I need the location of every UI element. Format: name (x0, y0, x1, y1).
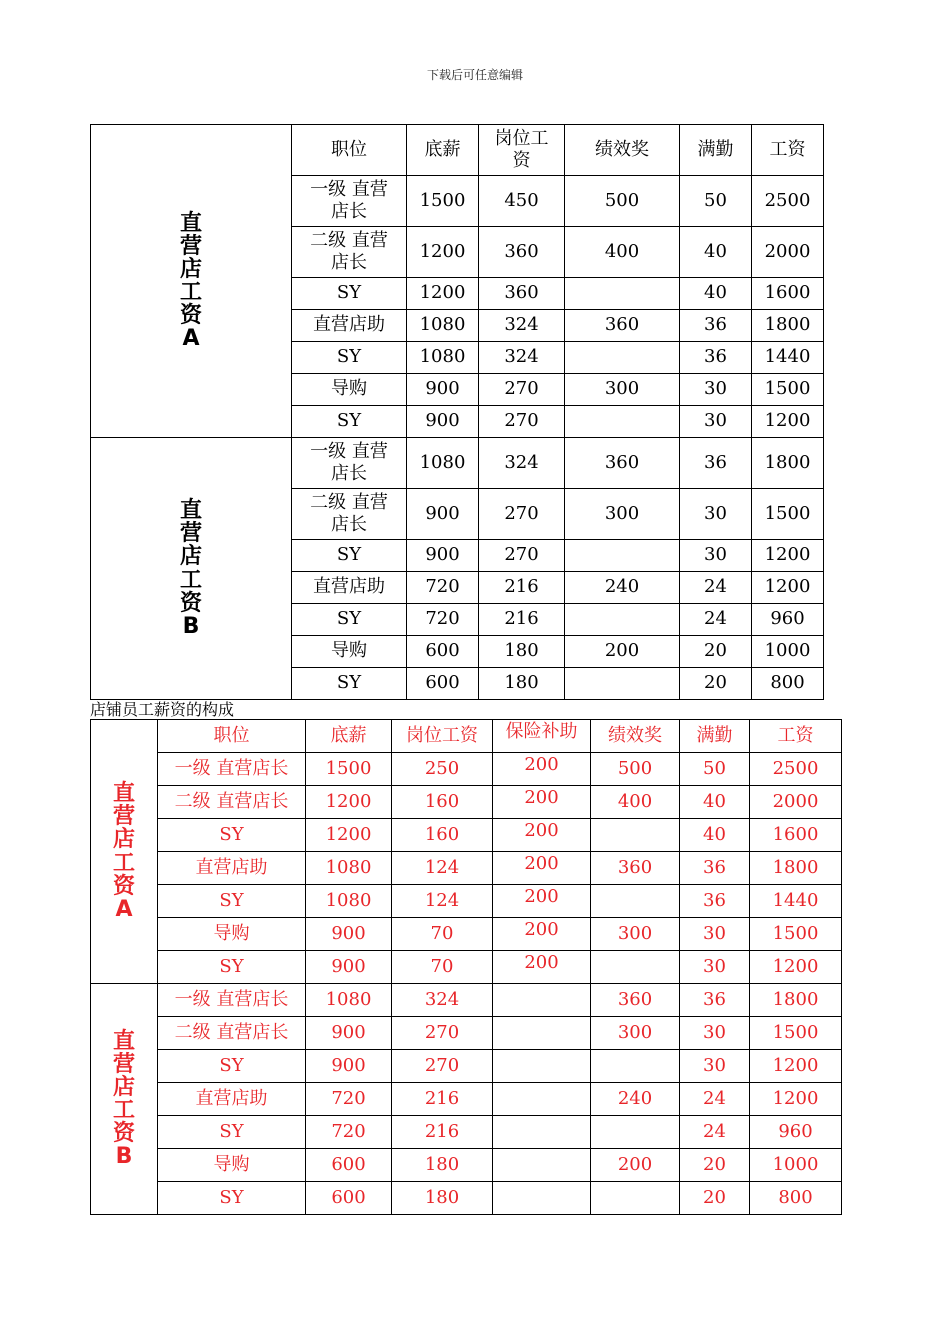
table-row (91, 786, 842, 819)
cell-att: 24 (680, 604, 752, 636)
cell-ins (493, 1149, 591, 1182)
cell-total: 1500 (750, 918, 842, 951)
cell-base: 1080 (306, 852, 392, 885)
cell-job: 70 (392, 951, 493, 984)
column-header: 岗位工资 (392, 720, 493, 753)
cell-total: 1200 (750, 1050, 842, 1083)
group-label-char: 直 (112, 1028, 135, 1054)
position-cell (292, 604, 407, 636)
column-header: 工资 (752, 125, 824, 176)
cell-job: 360 (479, 278, 565, 310)
cell-att: 30 (680, 489, 752, 540)
cell-total: 1500 (750, 1017, 842, 1050)
position-line: 一级 直营 (310, 440, 388, 462)
table-row (91, 1017, 842, 1050)
cell-total: 1440 (750, 885, 842, 918)
column-header: 绩效奖 (591, 720, 680, 753)
cell-att: 30 (680, 374, 752, 406)
cell-total: 1000 (752, 636, 824, 668)
group-label-char: 工 (179, 567, 202, 593)
cell-perf (591, 819, 680, 852)
cell-ins: 200 (493, 852, 591, 885)
cell-att: 36 (680, 984, 750, 1017)
cell-total: 1000 (750, 1149, 842, 1182)
cell-base: 900 (306, 918, 392, 951)
cell-base: 1080 (407, 342, 479, 374)
cell-total: 2000 (752, 227, 824, 278)
cell-total: 1500 (752, 489, 824, 540)
cell-att: 20 (680, 1149, 750, 1182)
cell-pos: 直营店助 (158, 1083, 306, 1116)
cell-perf (565, 278, 680, 310)
position-line: SY (336, 672, 362, 694)
cell-att: 36 (680, 885, 750, 918)
cell-att: 30 (680, 406, 752, 438)
cell-total: 960 (752, 604, 824, 636)
cell-job: 216 (479, 604, 565, 636)
cell-job: 180 (479, 668, 565, 700)
column-header-line: 资 (512, 150, 531, 171)
cell-total: 1800 (750, 852, 842, 885)
cell-base: 1080 (306, 984, 392, 1017)
position-line: SY (336, 410, 362, 432)
group-label-char: 工 (112, 850, 135, 876)
cell-att: 24 (680, 572, 752, 604)
cell-job: 160 (392, 786, 493, 819)
group-label (91, 720, 158, 984)
column-header (479, 125, 565, 176)
cell-att: 30 (680, 1050, 750, 1083)
cell-perf: 300 (565, 489, 680, 540)
cell-total: 1800 (752, 310, 824, 342)
table-row (91, 885, 842, 918)
group-label-char: A (115, 896, 133, 922)
cell-ins (493, 1182, 591, 1215)
column-header: 职位 (292, 125, 407, 176)
cell-job: 450 (479, 176, 565, 227)
header-note: 下载后可任意编辑 (426, 68, 523, 82)
cell-job: 160 (392, 819, 493, 852)
cell-base: 720 (306, 1083, 392, 1116)
group-label-char: 直 (179, 498, 202, 524)
cell-ins: 200 (493, 918, 591, 951)
table-row (91, 1116, 842, 1149)
cell-att: 20 (680, 668, 752, 700)
column-header-line: 岗位工 (494, 127, 549, 149)
column-header: 底薪 (306, 720, 392, 753)
group-label-char: 工 (112, 1098, 135, 1123)
cell-total: 1200 (752, 572, 824, 604)
position-cell (292, 636, 407, 668)
cell-base: 720 (407, 604, 479, 636)
cell-base: 900 (306, 1050, 392, 1083)
cell-base: 900 (306, 951, 392, 984)
table-row (91, 1149, 842, 1182)
cell-att: 20 (680, 636, 752, 668)
cell-base: 600 (407, 636, 479, 668)
cell-total: 2500 (752, 176, 824, 227)
cell-pos: SY (158, 819, 306, 852)
cell-total: 1200 (752, 406, 824, 438)
position-line: SY (336, 346, 362, 368)
position-line: SY (336, 544, 362, 566)
group-label-char: 店 (179, 544, 202, 570)
cell-job: 180 (392, 1182, 493, 1215)
table-row (91, 852, 842, 885)
cell-perf: 500 (591, 753, 680, 786)
group-label-char: 营 (179, 521, 202, 547)
cell-perf (565, 540, 680, 572)
cell-perf (565, 406, 680, 438)
salary-table-2 (90, 719, 842, 1215)
position-cell (292, 374, 407, 406)
position-cell (292, 310, 407, 342)
cell-perf: 400 (591, 786, 680, 819)
cell-att: 24 (680, 1083, 750, 1116)
cell-job: 216 (392, 1116, 493, 1149)
group-label-char: 资 (179, 303, 202, 329)
cell-total: 800 (752, 668, 824, 700)
group-label-char: A (182, 326, 200, 352)
cell-total: 1600 (750, 819, 842, 852)
position-line: 二级 直营 (310, 229, 388, 251)
cell-perf (565, 604, 680, 636)
group-label (91, 984, 158, 1215)
table-row (91, 1083, 842, 1116)
group-label-char: 直 (179, 210, 202, 236)
group-label-char: 资 (112, 873, 135, 899)
cell-att: 30 (680, 951, 750, 984)
cell-att: 36 (680, 310, 752, 342)
column-header: 满勤 (680, 125, 752, 176)
table-row (91, 918, 842, 951)
cell-perf (565, 342, 680, 374)
cell-base: 720 (306, 1116, 392, 1149)
position-cell (292, 489, 407, 540)
cell-att: 50 (680, 753, 750, 786)
group-label-char: 工 (179, 280, 202, 305)
group-label (91, 438, 292, 700)
group-label-char: 资 (179, 590, 202, 616)
cell-job: 216 (392, 1083, 493, 1116)
cell-pos: 直营店助 (158, 852, 306, 885)
group-label-char: B (182, 613, 200, 639)
cell-att: 40 (680, 227, 752, 278)
cell-total: 2000 (750, 786, 842, 819)
cell-base: 1500 (306, 753, 392, 786)
group-label-char: 营 (112, 804, 135, 830)
cell-pos: 二级 直营店长 (158, 1017, 306, 1050)
cell-total: 1800 (750, 984, 842, 1017)
cell-base: 1200 (407, 227, 479, 278)
column-header: 绩效奖 (565, 125, 680, 176)
cell-pos: 二级 直营店长 (158, 786, 306, 819)
cell-job: 250 (392, 753, 493, 786)
cell-job: 324 (479, 310, 565, 342)
cell-att: 30 (680, 918, 750, 951)
cell-job: 180 (479, 636, 565, 668)
cell-att: 40 (680, 278, 752, 310)
cell-ins: 200 (493, 753, 591, 786)
group-label-char: 营 (179, 233, 202, 259)
cell-att: 24 (680, 1116, 750, 1149)
cell-pos: SY (158, 1182, 306, 1215)
position-line: 一级 直营 (310, 178, 388, 200)
cell-total: 1600 (752, 278, 824, 310)
cell-perf: 360 (591, 984, 680, 1017)
position-line: 直营店助 (313, 314, 385, 336)
position-line: 店长 (331, 463, 367, 484)
cell-total: 1200 (750, 1083, 842, 1116)
cell-base: 600 (306, 1182, 392, 1215)
cell-base: 600 (306, 1149, 392, 1182)
header-row (91, 125, 824, 176)
table-row (91, 1050, 842, 1083)
cell-pos: 导购 (158, 1149, 306, 1182)
cell-job: 324 (479, 342, 565, 374)
cell-base: 900 (407, 406, 479, 438)
cell-perf (591, 885, 680, 918)
cell-ins (493, 1017, 591, 1050)
cell-base: 1080 (407, 438, 479, 489)
cell-ins: 200 (493, 786, 591, 819)
cell-total: 1440 (752, 342, 824, 374)
cell-perf: 360 (565, 310, 680, 342)
cell-perf: 200 (565, 636, 680, 668)
cell-pos: 导购 (158, 918, 306, 951)
cell-job: 70 (392, 918, 493, 951)
position-cell (292, 540, 407, 572)
group-label-char: 营 (112, 1051, 135, 1077)
table-row (91, 951, 842, 984)
cell-job: 270 (479, 540, 565, 572)
cell-job: 270 (479, 374, 565, 406)
cell-att: 36 (680, 342, 752, 374)
cell-perf: 240 (565, 572, 680, 604)
position-cell (292, 342, 407, 374)
cell-base: 1200 (306, 819, 392, 852)
cell-base: 900 (407, 540, 479, 572)
cell-pos: 一级 直营店长 (158, 753, 306, 786)
header-row (91, 720, 842, 753)
cell-ins (493, 1050, 591, 1083)
cell-job: 124 (392, 885, 493, 918)
cell-base: 1500 (407, 176, 479, 227)
position-line: SY (336, 282, 362, 304)
cell-att: 40 (680, 786, 750, 819)
cell-job: 124 (392, 852, 493, 885)
cell-pos: SY (158, 1050, 306, 1083)
cell-perf: 300 (591, 918, 680, 951)
cell-att: 36 (680, 852, 750, 885)
table-row (91, 1182, 842, 1215)
cell-base: 900 (407, 374, 479, 406)
cell-perf (591, 1050, 680, 1083)
cell-perf: 360 (565, 438, 680, 489)
group-label-char: B (115, 1144, 133, 1170)
cell-total: 800 (750, 1182, 842, 1215)
table-row (91, 438, 824, 489)
cell-perf: 300 (565, 374, 680, 406)
group-label-char: 直 (112, 781, 135, 807)
table-row (91, 753, 842, 786)
cell-ins (493, 1083, 591, 1116)
cell-ins: 200 (493, 951, 591, 984)
column-header: 底薪 (407, 125, 479, 176)
cell-total: 1800 (752, 438, 824, 489)
cell-job: 270 (392, 1050, 493, 1083)
cell-att: 50 (680, 176, 752, 227)
cell-job: 270 (479, 489, 565, 540)
column-header: 保险补助 (493, 720, 591, 753)
cell-att: 20 (680, 1182, 750, 1215)
cell-job: 216 (479, 572, 565, 604)
salary-table-1 (90, 124, 824, 700)
group-label-char: 店 (112, 1074, 135, 1100)
position-cell (292, 176, 407, 227)
position-cell (292, 668, 407, 700)
cell-base: 1200 (306, 786, 392, 819)
cell-perf: 200 (591, 1149, 680, 1182)
cell-perf (591, 1116, 680, 1149)
cell-att: 30 (680, 1017, 750, 1050)
table-row (91, 819, 842, 852)
position-line: 店长 (331, 201, 367, 222)
position-line: 导购 (331, 378, 367, 400)
position-cell (292, 572, 407, 604)
cell-ins (493, 984, 591, 1017)
cell-perf: 360 (591, 852, 680, 885)
cell-perf: 240 (591, 1083, 680, 1116)
position-cell (292, 278, 407, 310)
cell-pos: 一级 直营店长 (158, 984, 306, 1017)
group-label-char: 资 (112, 1121, 135, 1147)
cell-base: 720 (407, 572, 479, 604)
cell-total: 2500 (750, 753, 842, 786)
cell-att: 30 (680, 540, 752, 572)
cell-base: 1080 (306, 885, 392, 918)
column-header: 工资 (750, 720, 842, 753)
cell-total: 1500 (752, 374, 824, 406)
cell-pos: SY (158, 951, 306, 984)
cell-ins (493, 1116, 591, 1149)
position-line: 二级 直营 (310, 491, 388, 513)
cell-pos: SY (158, 1116, 306, 1149)
cell-total: 1200 (750, 951, 842, 984)
position-line: 店长 (331, 252, 367, 273)
position-cell (292, 406, 407, 438)
cell-job: 324 (479, 438, 565, 489)
cell-perf (591, 951, 680, 984)
cell-pos: SY (158, 885, 306, 918)
cell-total: 1200 (752, 540, 824, 572)
cell-job: 324 (392, 984, 493, 1017)
position-line: SY (336, 608, 362, 630)
table-caption: 店铺员工薪资的构成 (90, 700, 235, 719)
cell-base: 1200 (407, 278, 479, 310)
position-line: 店长 (331, 514, 367, 535)
group-label-char: 店 (112, 827, 135, 853)
position-cell (292, 438, 407, 489)
cell-job: 270 (479, 406, 565, 438)
cell-att: 40 (680, 819, 750, 852)
cell-perf: 500 (565, 176, 680, 227)
cell-base: 600 (407, 668, 479, 700)
cell-perf: 400 (565, 227, 680, 278)
table-row (91, 984, 842, 1017)
cell-att: 36 (680, 438, 752, 489)
cell-job: 360 (479, 227, 565, 278)
column-header: 职位 (158, 720, 306, 753)
cell-perf (565, 668, 680, 700)
position-line: 导购 (331, 640, 367, 662)
cell-job: 270 (392, 1017, 493, 1050)
cell-job: 180 (392, 1149, 493, 1182)
cell-base: 900 (407, 489, 479, 540)
cell-ins: 200 (493, 885, 591, 918)
cell-base: 900 (306, 1017, 392, 1050)
position-line: 直营店助 (313, 576, 385, 598)
cell-perf (591, 1182, 680, 1215)
cell-ins: 200 (493, 819, 591, 852)
cell-base: 1080 (407, 310, 479, 342)
cell-perf: 300 (591, 1017, 680, 1050)
cell-total: 960 (750, 1116, 842, 1149)
position-cell (292, 227, 407, 278)
group-label (91, 125, 292, 438)
column-header: 满勤 (680, 720, 750, 753)
group-label-char: 店 (179, 256, 202, 282)
